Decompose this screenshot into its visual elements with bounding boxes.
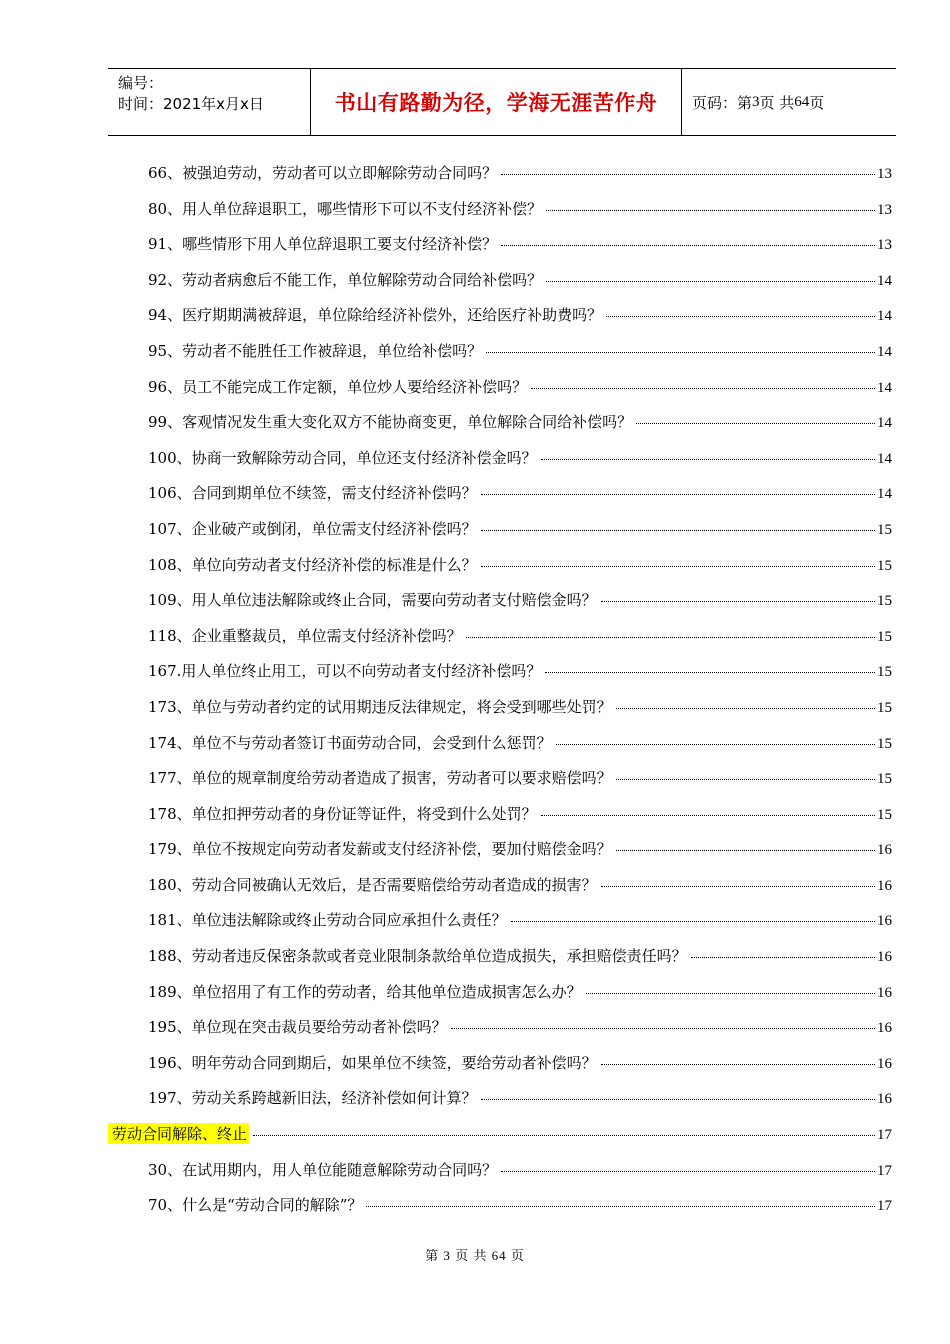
toc-entry[interactable] [108,554,892,590]
toc-entry-title: 66、被强迫劳动，劳动者可以立即解除劳动合同吗？ [148,164,498,182]
toc-entry-title: 118、企业重整裁员，单位需支付经济补偿吗？ [148,626,462,645]
toc-entry-page: 15 [877,557,892,574]
toc-entry[interactable] [108,269,892,305]
toc-entry-title: 174、单位不与劳动者签订书面劳动合同，会受到什么惩罚？ [148,733,552,752]
toc-entry[interactable] [108,838,892,874]
toc-entry-page: 16 [877,842,892,859]
toc-dot-leader [253,1135,875,1136]
toc-dot-leader [501,1171,875,1172]
toc-entry-page: 13 [877,166,892,182]
toc-entry-page: 14 [877,308,892,325]
toc-entry-page: 16 [877,1020,892,1037]
toc-dot-leader [616,708,875,709]
toc-dot-leader [616,779,875,780]
toc-entry[interactable] [108,518,892,554]
toc-entry-title: 30、在试用期内，用人单位能随意解除劳动合同吗？ [148,1160,498,1179]
header-page-number: 页码：第 3 页 共 64 页 [692,93,825,112]
toc-dot-leader [511,921,875,922]
page-footer: 第 3 页 共 64 页 [425,1248,525,1263]
toc-entry-title: 劳动合同解除、终止 [108,1123,249,1144]
toc-entry[interactable] [108,696,892,732]
toc-entry[interactable] [108,233,892,269]
toc-entry[interactable] [108,1016,892,1052]
toc-dot-leader [541,459,875,460]
toc-dot-leader [616,850,875,851]
toc-dot-leader [451,1028,875,1029]
toc-entry-page: 15 [877,699,892,716]
toc-entry-title: 94、医疗期期满被辞退，单位除给经济补偿外，还给医疗补助费吗？ [148,306,603,325]
toc-entry[interactable] [108,981,892,1017]
toc-entry[interactable] [108,198,892,234]
toc-dot-leader [601,886,875,887]
toc-entry-page: 14 [877,379,892,396]
toc-entry-title: 197、劳动关系跨越新旧法，经济补偿如何计算？ [148,1089,477,1108]
toc-entry-title: 96、员工不能完成工作定额，单位炒人要给经济补偿吗？ [148,377,528,396]
toc-entry-page: 15 [877,593,892,610]
document-date: 时间：2021年x月x日 [118,95,264,113]
toc-dot-leader [501,245,875,246]
toc-entry-title: 70、什么是“劳动合同的解除”？ [148,1196,363,1215]
toc-dot-leader [481,566,875,567]
toc-entry[interactable] [108,1194,892,1230]
toc-entry[interactable] [108,447,892,483]
toc-entry-page: 17 [877,1127,892,1144]
toc-entry[interactable] [108,767,892,803]
toc-entry[interactable] [108,803,892,839]
toc-dot-leader [366,1206,875,1207]
toc-dot-leader [601,1064,875,1065]
toc-entry[interactable] [108,162,892,198]
toc-entry-title: 109、用人单位违法解除或终止合同，需要向劳动者支付赔偿金吗？ [148,591,597,610]
toc-entry-page: 16 [877,913,892,930]
toc-entry-title: 177、单位的规章制度给劳动者造成了损害，劳动者可以要求赔偿吗？ [148,769,612,788]
toc-dot-leader [546,281,875,282]
toc-entry-title: 167.用人单位终止用工，可以不向劳动者支付经济补偿吗？ [148,662,542,681]
toc-entry-page: 15 [877,806,892,823]
toc-entry-page: 13 [877,201,892,218]
toc-entry-title: 106、合同到期单位不续签，需支付经济补偿吗？ [148,484,477,503]
toc-entry-title: 178、单位扣押劳动者的身份证等证件，将受到什么处罚？ [148,804,537,823]
toc-entry-page: 17 [877,1162,892,1179]
toc-entry[interactable] [108,909,892,945]
toc-dot-leader [601,601,875,602]
toc-entry-page: 14 [877,486,892,503]
toc-entry-page: 16 [877,1055,892,1072]
toc-entry[interactable] [108,340,892,376]
toc-dot-leader [486,352,875,353]
toc-entry[interactable] [108,1052,892,1088]
toc-entry-page: 14 [877,450,892,467]
document-number-label: 编号： [118,74,164,92]
toc-entry[interactable] [108,304,892,340]
table-of-contents [108,162,892,1230]
toc-entry-page: 13 [877,237,892,254]
toc-entry-page: 14 [877,415,892,432]
toc-entry-title: 108、单位向劳动者支付经济补偿的标准是什么？ [148,555,477,574]
toc-entry-title: 195、单位现在突击裁员要给劳动者补偿吗？ [148,1018,447,1037]
toc-dot-leader [501,174,875,175]
toc-dot-leader [481,1099,875,1100]
toc-entry-title: 189、单位招用了有工作的劳动者，给其他单位造成损害怎么办？ [148,982,582,1001]
toc-entry-title: 181、单位违法解除或终止劳动合同应承担什么责任？ [148,911,507,930]
toc-dot-leader [636,423,875,424]
toc-dot-leader [466,637,875,638]
toc-entry[interactable] [108,660,892,696]
toc-dot-leader [691,957,875,958]
toc-entry[interactable] [108,411,892,447]
toc-entry-page: 14 [877,343,892,360]
header-motto: 书山有路勤为径，学海无涯苦作舟 [310,69,682,135]
toc-dot-leader [545,672,875,673]
toc-entry-page: 17 [877,1198,892,1215]
toc-section-heading[interactable] [108,1123,892,1159]
toc-entry-page: 15 [877,628,892,645]
toc-entry-title: 179、单位不按规定向劳动者发薪或支付经济补偿，要加付赔偿金吗？ [148,840,612,859]
toc-dot-leader [481,530,875,531]
toc-entry[interactable] [108,625,892,661]
toc-dot-leader [546,210,875,211]
toc-entry-title: 99、客观情况发生重大变化双方不能协商变更，单位解除合同给补偿吗？ [148,413,633,432]
toc-entry-title: 196、明年劳动合同到期后，如果单位不续签，要给劳动者补偿吗？ [148,1053,597,1072]
toc-dot-leader [531,388,875,389]
toc-entry-title: 107、企业破产或倒闭，单位需支付经济补偿吗？ [148,519,477,538]
toc-entry[interactable] [108,732,892,768]
toc-entry-page: 15 [877,735,892,752]
toc-entry-page: 15 [877,771,892,788]
toc-entry[interactable] [108,874,892,910]
toc-dot-leader [481,494,875,495]
toc-entry-title: 91、哪些情形下用人单位辞退职工要支付经济补偿？ [148,235,498,254]
toc-entry-title: 95、劳动者不能胜任工作被辞退，单位给补偿吗？ [148,341,483,360]
toc-dot-leader [606,316,875,317]
toc-entry-page: 14 [877,272,892,289]
toc-entry-page: 15 [877,664,892,681]
toc-entry[interactable] [108,482,892,518]
toc-entry-page: 16 [877,877,892,894]
header-meta [108,69,310,135]
toc-dot-leader [586,993,875,994]
toc-dot-leader [556,744,875,745]
toc-entry-title: 188、劳动者违反保密条款或者竞业限制条款给单位造成损失，承担赔偿责任吗？ [148,947,687,966]
toc-entry-page: 16 [877,949,892,966]
toc-entry[interactable] [108,376,892,412]
toc-entry-title: 173、单位与劳动者约定的试用期违反法律规定，将会受到哪些处罚？ [148,697,612,716]
toc-entry-title: 80、用人单位辞退职工，哪些情形下可以不支付经济补偿？ [148,199,543,218]
toc-entry[interactable] [108,945,892,981]
toc-entry-title: 92、劳动者病愈后不能工作，单位解除劳动合同给补偿吗？ [148,270,543,289]
toc-entry-page: 15 [877,521,892,538]
toc-entry[interactable] [108,1159,892,1195]
toc-entry-page: 16 [877,984,892,1001]
toc-dot-leader [541,815,875,816]
toc-entry-page: 16 [877,1091,892,1108]
toc-entry-title: 180、劳动合同被确认无效后，是否需要赔偿给劳动者造成的损害？ [148,875,597,894]
toc-entry[interactable] [108,589,892,625]
toc-entry[interactable] [108,1087,892,1123]
toc-entry-title: 100、协商一致解除劳动合同，单位还支付经济补偿金吗？ [148,448,537,467]
page-header [108,68,896,136]
